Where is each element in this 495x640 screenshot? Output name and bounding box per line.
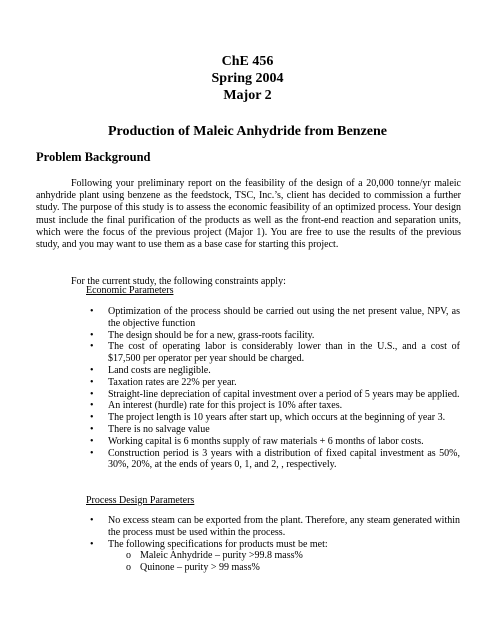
bullet-icon: • bbox=[90, 400, 94, 412]
list-item: • An interest (hurdle) rate for this project is 10% after taxes. bbox=[90, 400, 343, 412]
process-design-parameters-list bbox=[90, 515, 460, 574]
product-specifications-list bbox=[108, 550, 460, 574]
list-item: • Optimization of the process should be carried out using the net present value, NPV, as the objective function bbox=[90, 306, 460, 329]
bullet-icon: • bbox=[90, 435, 94, 447]
sub-bullet-icon: o bbox=[126, 562, 131, 574]
bullet-icon: • bbox=[90, 329, 94, 341]
sub-list-item: o Quinone – purity > 99 mass% bbox=[126, 562, 260, 574]
sub-list-item: o Maleic Anhydride – purity >99.8 mass% bbox=[126, 550, 303, 562]
constraints-intro: For the current study, the following constraints apply: bbox=[71, 276, 286, 287]
list-item: • Construction period is 3 years with a distribution of fixed capital investment as 50%, 30%, 20%, at the ends of years 0, 1, and 2, , respectively. bbox=[90, 447, 460, 471]
list-item: • No excess steam can be exported from the plant. Therefore, any steam generated within the process must be used within the process. bbox=[90, 515, 460, 538]
economic-parameters-list bbox=[90, 306, 460, 471]
course-code: ChE 456 bbox=[221, 54, 274, 69]
bullet-icon: • bbox=[90, 423, 94, 435]
list-item: • The design should be for a new, grass-roots facility. bbox=[90, 329, 315, 341]
bullet-icon: • bbox=[90, 515, 94, 526]
sub-bullet-icon: o bbox=[126, 550, 131, 562]
bullet-icon: • bbox=[90, 412, 94, 424]
document-title: Production of Maleic Anhydride from Benzene bbox=[107, 124, 388, 139]
bullet-icon: • bbox=[90, 364, 94, 376]
list-item: • Taxation rates are 22% per year. bbox=[90, 376, 237, 388]
bullet-icon: • bbox=[90, 388, 94, 400]
bullet-icon: • bbox=[90, 341, 94, 353]
assignment-name: Major 2 bbox=[223, 88, 272, 103]
bullet-icon: • bbox=[90, 538, 94, 550]
list-item: • Working capital is 6 months supply of raw materials + 6 months of labor costs. bbox=[90, 435, 424, 447]
bullet-icon: • bbox=[90, 306, 94, 317]
process-design-parameters-heading: Process Design Parameters bbox=[86, 495, 195, 506]
background-paragraph: Following your preliminary report on the feasibility of the design of a 20,000 tonne/yr maleic anhydride plant using benzene as the feedstock, TSC, Inc.’s, client has decided to commission a further study. The purpose of this study is to assess the economic feasibility of an optimized process. Your design must include the final purification of the products as well as the front-end reaction and separation units, which were the focus of the previous project (Major 1). You are free to use the results of the previous study, and you may want to use them as a base case for starting this project. bbox=[36, 178, 461, 251]
list-item: • The following specifications for products must be met: o Maleic Anhydride – purity >99.8 mass% o Quinone – purity > 99 mass% bbox=[90, 539, 460, 574]
header-block bbox=[0, 53, 495, 104]
list-item: • The project length is 10 years after start up, which occurs at the beginning of year 3. bbox=[90, 412, 446, 424]
term: Spring 2004 bbox=[211, 71, 284, 86]
list-item: • There is no salvage value bbox=[90, 423, 210, 435]
economic-parameters-heading: Economic Parameters bbox=[86, 285, 174, 296]
bullet-icon: • bbox=[90, 447, 94, 459]
list-item: • Straight-line depreciation of capital investment over a period of 5 years may be applied. bbox=[90, 388, 460, 400]
list-item: • The cost of operating labor is considerably lower than in the U.S., and a cost of $17,500 per operator per year should be charged. bbox=[90, 341, 460, 365]
section-heading-background: Problem Background bbox=[36, 150, 151, 164]
bullet-icon: • bbox=[90, 376, 94, 388]
list-item: • Land costs are negligible. bbox=[90, 364, 211, 376]
